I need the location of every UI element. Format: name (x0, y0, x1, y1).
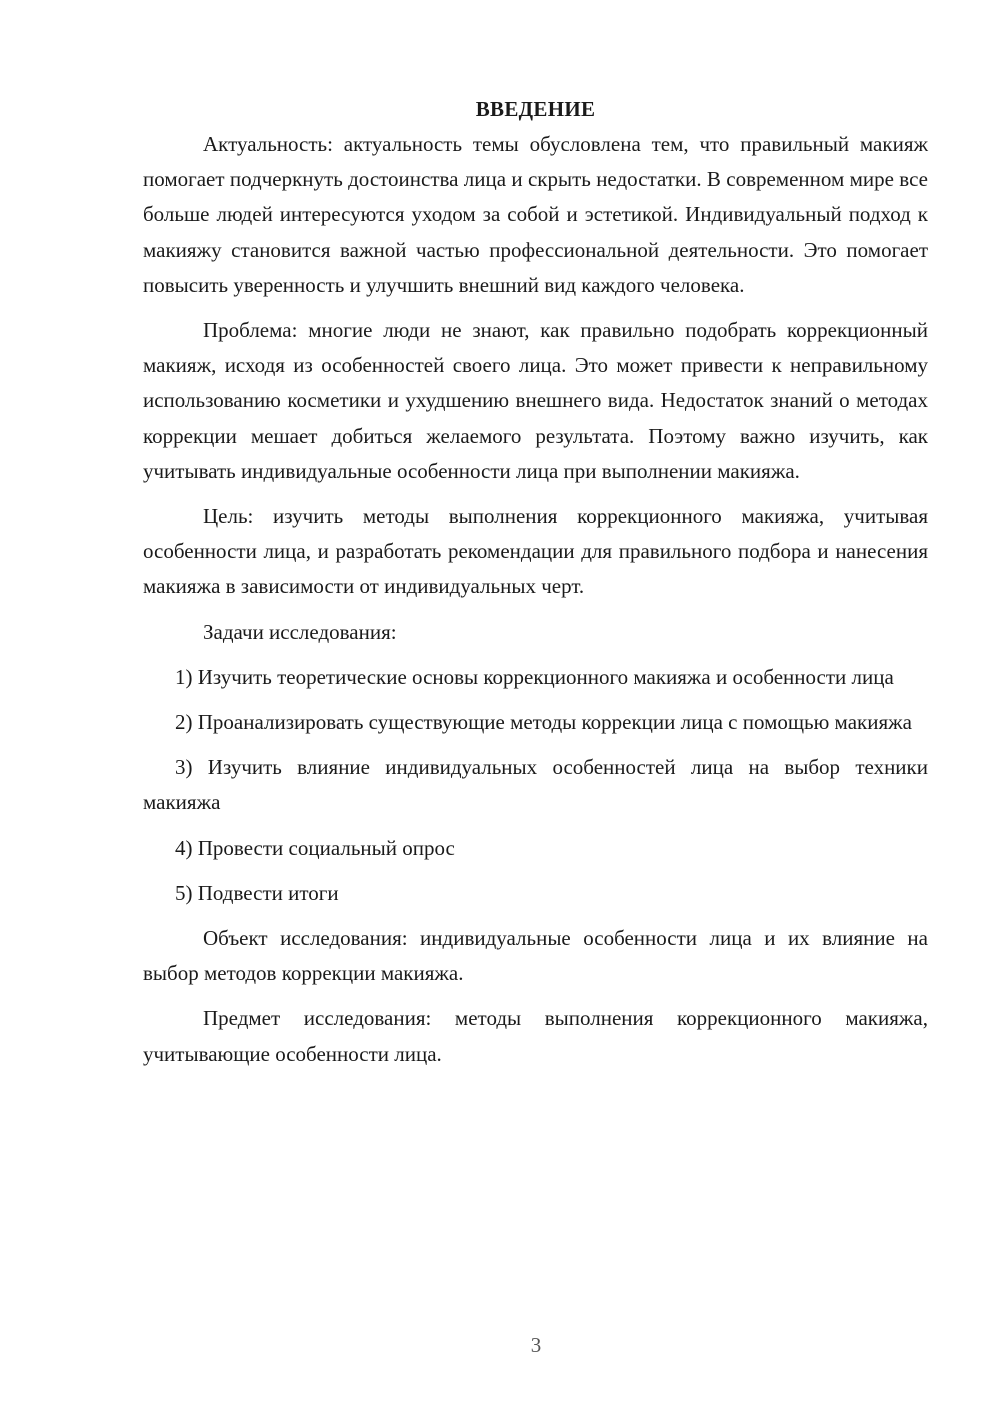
paragraph-subject: Предмет исследования: методы выполнения коррекционного макияжа, учитывающие особенности лица. (143, 1006, 928, 1066)
task-item-5: 5) Подвести итоги (175, 880, 339, 905)
document-page (143, 92, 928, 1082)
paragraph-goal: Цель: изучить методы выполнения коррекционного макияжа, учитывая особенности лица, и разработать рекомендации для правильного подбора и нанесения макияжа в зависимости от индивидуальных черт. (143, 504, 928, 599)
paragraph-relevance: Актуальность: актуальность темы обусловлена тем, что правильный макияж помогает подчеркнуть достоинства лица и скрыть недостатки. В современном мире все больше людей интересуются уходом за собой и эстетикой. Индивидуальный подход к макияжу становится важной частью профессиональной деятельности. Это помогает повысить уверенность и улучшить внешний вид каждого человека. (143, 132, 928, 297)
paragraph-object: Объект исследования: индивидуальные особенности лица и их влияние на выбор методов коррекции макияжа. (143, 926, 928, 986)
task-item-3: 3) Изучить влияние индивидуальных особенностей лица на выбор техники макияжа (143, 755, 928, 815)
paragraph-problem: Проблема: многие люди не знают, как правильно подобрать коррекционный макияж, исходя из особенностей своего лица. Это может привести к неправильному использованию косметики и ухудшению внешнего вида. Недостаток знаний о методах коррекции мешает добиться желаемого результата. Поэтому важно изучить, как учитывать индивидуальные особенности лица при выполнении макияжа. (143, 318, 928, 483)
page-number: 3 (530, 1333, 542, 1357)
task-item-2: 2) Проанализировать существующие методы коррекции лица с помощью макияжа (175, 710, 912, 735)
tasks-heading: Задачи исследования: (203, 619, 397, 644)
page-title: ВВЕДЕНИЕ (475, 97, 596, 121)
task-item-4: 4) Провести социальный опрос (175, 835, 455, 860)
task-item-1: 1) Изучить теоретические основы коррекционного макияжа и особенности лица (175, 664, 894, 689)
